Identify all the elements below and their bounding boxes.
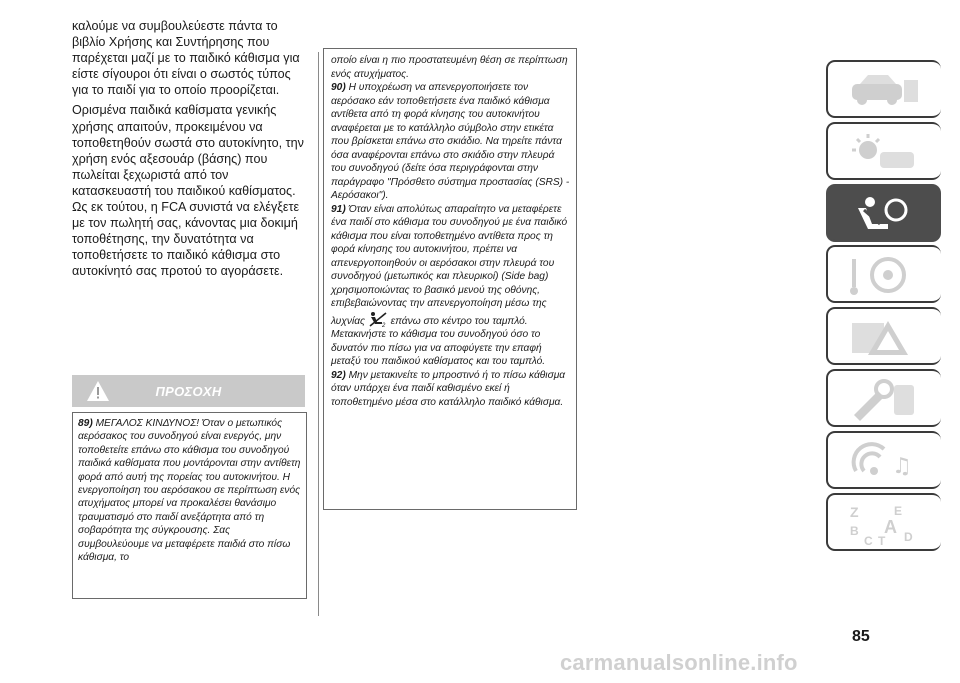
warning-continuation-box: [323, 48, 577, 510]
body-text-column: [72, 18, 308, 284]
note-text: ΜΕΓΑΛΟΣ ΚΙΝΔΥΝΟΣ! Όταν ο μετωπικός αερόσακος του συνοδηγού είναι ενεργός, μην τοποθετείτε επάνω στο κάθισμα του συνοδηγού παιδικά καθίσματα που μοντάρονται στην αντίθετη φορά από αυτή της πορείας του αυτοκινήτου. Η ενεργοποίηση του αερόσακου σε περίπτωση ενός ατυχήματος μπορεί να προκαλέσει θανάσιμο τραυματισμό στο παιδί ανεξάρτητα από τη σοβαρότητα της σύγκρουσης. Σας συμβουλεύουμε να μεταφέρετε παιδιά στο πίσω κάθισμα, το: [78, 418, 301, 564]
tab-key-steering-wheel[interactable]: [826, 245, 941, 303]
index-letter: D: [904, 529, 913, 544]
note-text: Η υποχρέωση να απενεργοποιήσετε τον αερόσακο εάν τοποθετήσετε ένα παιδικό κάθισμα αντίθετα από τη φορά κίνησης του αυτοκινήτου αναφέρεται με το κατάλληλο σύμβολο στην ετικέτα που βρίσκεται επάνω στο σκιάδιο. Να τηρείτε πάντα όσα αναφέρονται επάνω στο σκιάδιο στην πλευρά του συνοδηγού (δείτε όσα περιγράφονται στην παράγραφο "Πρόσθετο σύστημα προστασίας (SRS) - Αερόσακοι").: [331, 82, 570, 201]
airbag-seat-safety-icon: [844, 194, 924, 236]
note-text: επάνω στο κέντρο του ταμπλό. Μετακινήστε το κάθισμα του συνοδηγού όσο το δυνατόν πιο πίσω για να αποφύγετε την επαφή μεταξύ του παιδικού καθίσματος και του ταμπλό.: [331, 315, 546, 367]
note-text: Μην μετακινείτε το μπροστινό ή το πίσω κάθισμα όταν υπάρχει ένα παιδί καθισμένο εκεί ή τοποθετημένο μέσα στο κατάλληλο παιδικό κάθισμα.: [331, 369, 566, 408]
tab-warning-lights[interactable]: [826, 122, 941, 180]
note-number: 92): [331, 369, 346, 381]
note-number: 89): [78, 418, 93, 429]
chapter-tabs: [826, 60, 941, 554]
warning-header: [72, 375, 305, 407]
warning-title: ΠΡΟΣΟΧΗ: [155, 383, 222, 399]
index-letter: B: [850, 523, 859, 538]
index-letter: C: [864, 533, 873, 545]
tab-car-dashboard[interactable]: [826, 60, 941, 118]
note-number: 90): [331, 82, 346, 93]
tab-maintenance[interactable]: [826, 369, 941, 427]
index-letter: A: [884, 516, 897, 537]
index-letter: Z: [850, 503, 859, 520]
emergency-triangle-icon: [844, 317, 924, 359]
car-dashboard-icon: [844, 70, 924, 112]
svg-text:2: 2: [381, 322, 386, 327]
index-letter: E: [894, 503, 903, 518]
note-text: Όταν είναι απολύτως απαραίτητο να μεταφέρετε ένα παιδί στο κάθισμα του συνοδηγού με ένα παιδικό κάθισμα που είναι τοποθετημένο αντίθετα προς τη φορά κίνησης του αυτοκινήτου, πρέπει να απενεργοποιηθούν οι αερόσακοι στην πλευρά του συνοδηγού (μετωπικός και πλευρικοί) (Side bag) χρησιμοποιώντας το βασικό μενού της οθόνης, επιβεβαιώνοντας την απενεργοποίηση μέσω της λυχνίας: [331, 203, 568, 327]
paragraph: καλούμε να συμβουλεύεστε πάντα το βιβλίο Χρήσης και Συντήρησης που παρέχεται μαζί με το παιδικό κάθισμα για είστε σίγουροι ότι είναι ο σωστός τύπος για το παιδί για το οποίο προορίζεται.: [72, 19, 300, 98]
multimedia-icon: [844, 441, 924, 483]
note-number: 91): [331, 203, 346, 215]
svg-text:♫: ♫: [892, 453, 912, 479]
alphabetical-index-icon: [844, 503, 924, 545]
warning-lights-icon: [844, 132, 924, 174]
warning-box: [72, 412, 307, 599]
key-steering-wheel-icon: [844, 255, 924, 297]
note-text: οποίο είναι η πιο προστατευμένη θέση σε περίπτωση ενός ατυχήματος.: [331, 55, 568, 80]
tab-airbag-seat-safety[interactable]: [826, 184, 941, 242]
index-letter: T: [878, 533, 886, 545]
tab-alphabetical-index[interactable]: [826, 493, 941, 551]
tab-emergency[interactable]: [826, 307, 941, 365]
tab-multimedia[interactable]: [826, 431, 941, 489]
maintenance-tools-icon: [844, 379, 924, 421]
column-divider: [318, 52, 319, 616]
page-number: 85: [852, 628, 870, 645]
passenger-airbag-off-lamp-icon: [368, 311, 388, 327]
paragraph: Ορισμένα παιδικά καθίσματα γενικής χρήσης απαιτούν, προκειμένου να τοποθετηθούν σωστά στο αυτοκίνητο, την χρήση ενός αξεσουάρ (βάσης) που πωλείται ξεχωριστά από τον κατασκευαστή του παιδικού καθίσματος. Ως εκ τούτου, η FCA συνιστά να ελέγξετε με τον πωλητή σας, κάνοντας μια δοκιμή τοποθέτησης, την δυνατότητα να τοποθετήσετε το παιδικό κάθισμα στο αυτοκίνητό σας προτού το αγοράσετε.: [72, 103, 304, 279]
footer-watermark[interactable]: carmanualsonline.info: [560, 650, 798, 675]
